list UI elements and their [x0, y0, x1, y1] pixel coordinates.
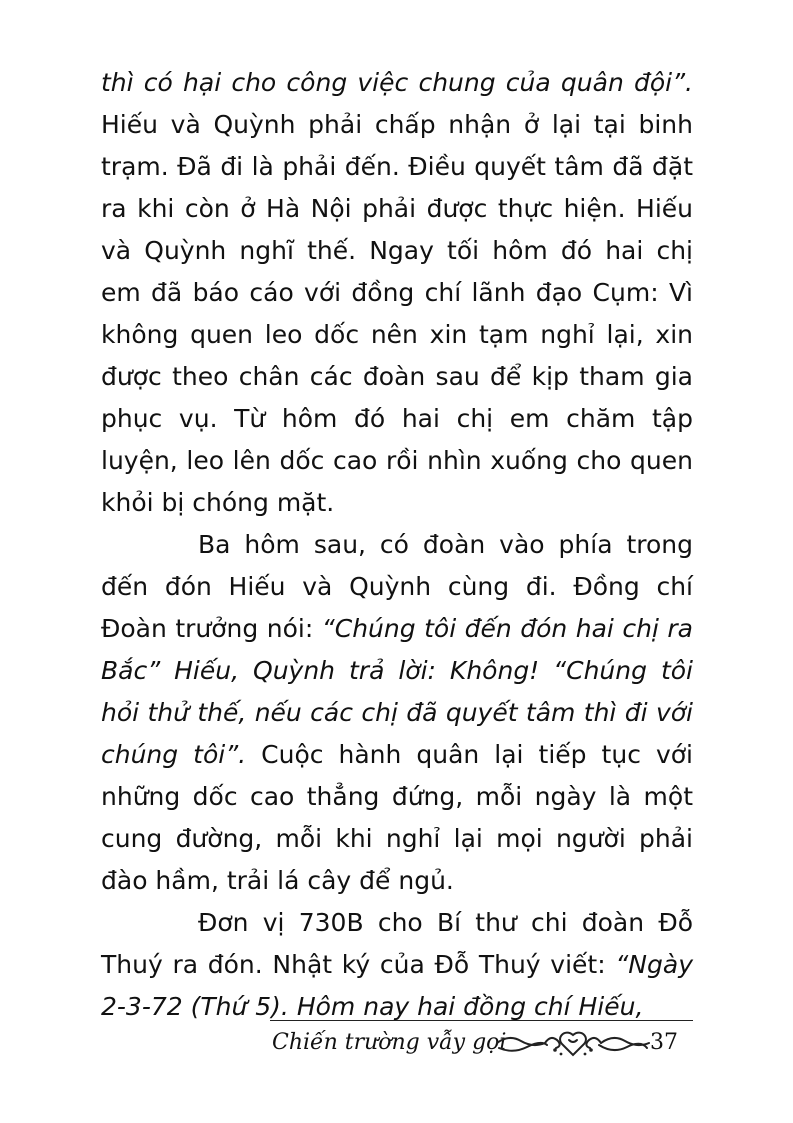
book-title: Chiến trường vẫy gọi — [272, 1030, 507, 1055]
decorative-flourish-icon — [495, 1026, 651, 1060]
text-run: “Ngày 2-3-72 (Thứ 5). Hôm nay hai đồng chí Hiếu, — [101, 950, 693, 1021]
page-number: 37 — [650, 1030, 678, 1055]
text-run: Đơn vị 730B cho Bí thư chi đoàn Đỗ Thuý ra đón. Nhật ký của Đỗ Thuý viết: — [101, 908, 693, 979]
text-run: Hiếu và Quỳnh phải chấp nhận ở lại tại binh trạm. Đã đi là phải đến. Điều quyết tâm đã đặt ra khi còn ở Hà Nội phải được thực hiện. Hiếu và Quỳnh nghĩ thế. Ngay tối hôm đó hai chị em đã báo cáo với đồng chí lãnh đạo Cụm: Vì không quen leo dốc nên xin tạm nghỉ lại, xin được theo chân các đoàn sau để kịp tham gia phục vụ. Từ hôm đó hai chị em chăm tập luyện, leo lên dốc cao rồi nhìn xuống cho quen khỏi bị chóng mặt. — [101, 110, 693, 517]
text-run: Cuộc hành quân lại tiếp tục với những dốc cao thẳng đứng, mỗi ngày là một cung đường, mỗi khi nghỉ lại mọi người phải đào hầm, trải lá cây để ngủ. — [101, 740, 693, 895]
text-run: Ba hôm sau, có đoàn vào phía trong đến đón Hiếu và Quỳnh cùng đi. Đồng chí Đoàn trưởng nói: — [101, 530, 693, 643]
paragraph-2 — [101, 524, 693, 902]
text-run: thì có hại cho công việc chung của quân đội”. — [101, 68, 693, 97]
footer-rule — [270, 1020, 693, 1021]
text-run: “Chúng tôi đến đón hai chị ra Bắc” Hiếu, Quỳnh trả lời: Không! “Chúng tôi hỏi thử thế, nếu các chị đã quyết tâm thì đi với chúng tôi”. — [101, 614, 693, 769]
paragraph-3 — [101, 902, 693, 1028]
body-text — [101, 62, 693, 1028]
page-footer — [270, 1020, 695, 1070]
paragraph-1 — [101, 62, 693, 524]
